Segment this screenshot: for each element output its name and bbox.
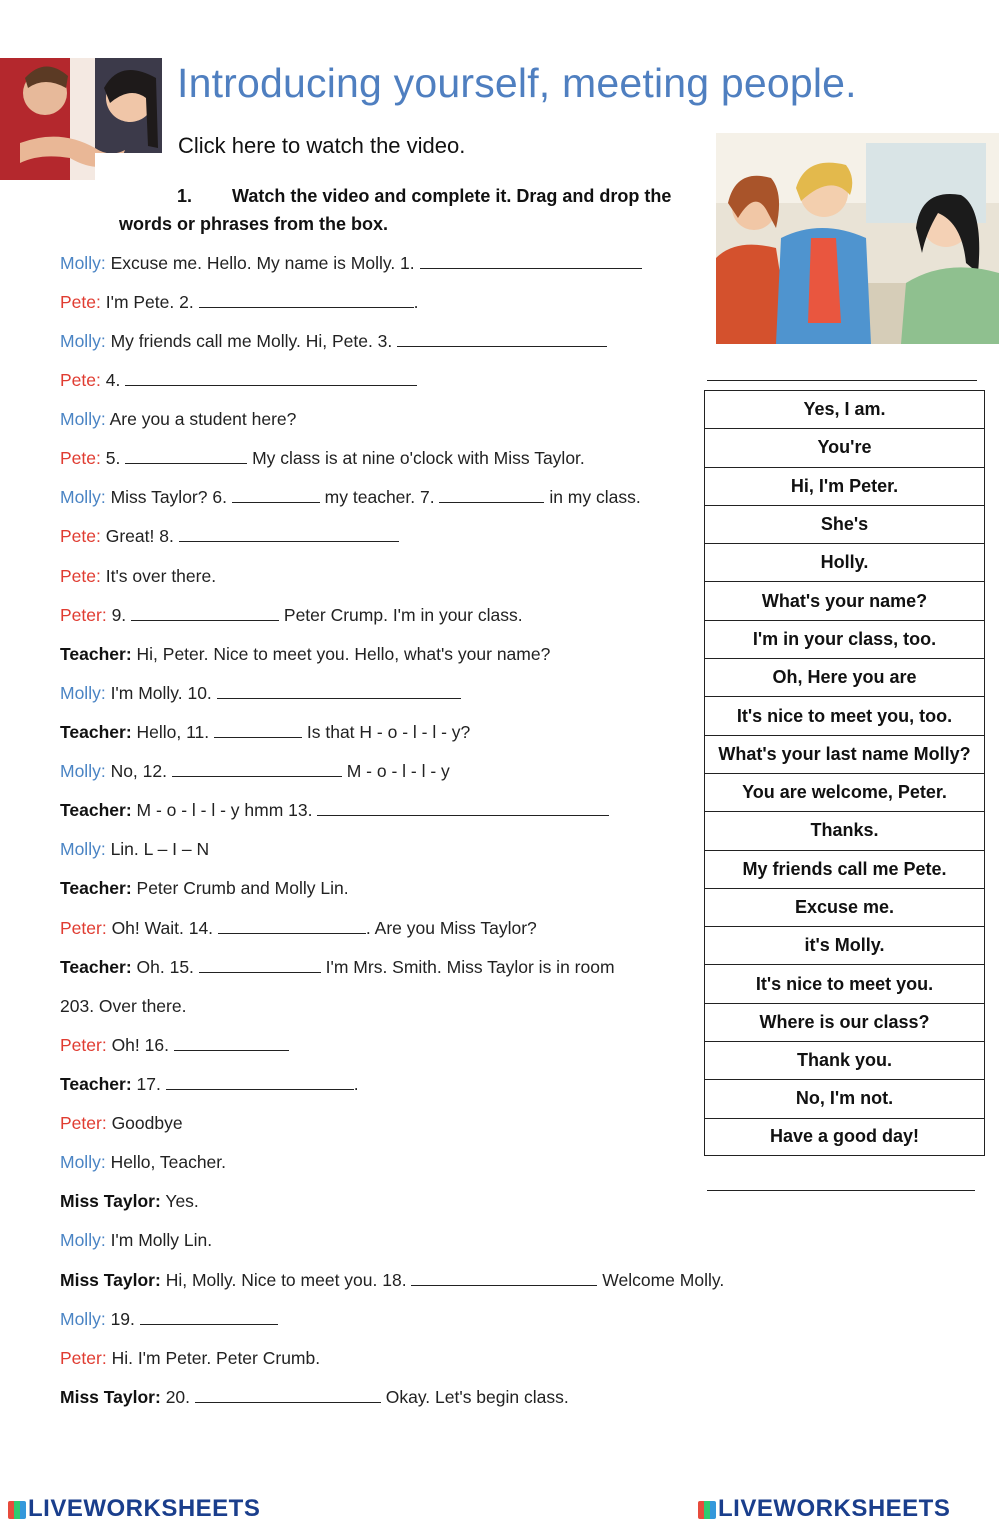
word-bank-item[interactable]: Holly. <box>704 543 985 581</box>
answer-blank-15[interactable] <box>199 957 321 973</box>
dialogue-line: Pete: 5. My class is at nine o'clock with Miss Taylor. <box>60 448 585 468</box>
handshake-illustration <box>0 58 162 180</box>
instruction-number: 1. <box>177 186 193 206</box>
answer-blank-16[interactable] <box>174 1035 289 1051</box>
dialogue-line: Peter: Oh! 16. <box>60 1035 289 1056</box>
word-bank-item[interactable]: What's your last name Molly? <box>704 735 985 773</box>
word-bank-item[interactable]: Excuse me. <box>704 888 985 926</box>
speaker: Pete: <box>60 526 101 546</box>
speaker: Miss Taylor: <box>60 1270 161 1290</box>
liveworksheets-logo-left[interactable]: LIVEWORKSHEETS <box>8 1495 260 1523</box>
speaker: Molly: <box>60 1309 106 1329</box>
dialogue-line: Teacher: Hi, Peter. Nice to meet you. Hello, what's your name? <box>60 644 551 664</box>
speaker: Teacher: <box>60 878 132 898</box>
dialogue-line: Molly: Are you a student here? <box>60 409 297 429</box>
speaker: Pete: <box>60 448 101 468</box>
speaker: Molly: <box>60 1230 106 1250</box>
dialogue-line: Miss Taylor: Yes. <box>60 1191 199 1211</box>
speaker: Peter: <box>60 1348 107 1368</box>
dialogue-line: Molly: Miss Taylor? 6. my teacher. 7. in my class. <box>60 487 641 507</box>
page-title: Introducing yourself, meeting people. <box>177 60 857 106</box>
word-bank-item[interactable]: it's Molly. <box>704 926 985 964</box>
word-bank-item[interactable]: I'm in your class, too. <box>704 620 985 658</box>
speaker: Teacher: <box>60 800 132 820</box>
word-bank-item[interactable]: You're <box>704 428 985 466</box>
liveworksheets-logo-right[interactable]: LIVEWORKSHEETS <box>698 1495 950 1523</box>
speaker: Teacher: <box>60 722 132 742</box>
dialogue-line: Peter: Hi. I'm Peter. Peter Crumb. <box>60 1348 321 1368</box>
answer-blank-10[interactable] <box>217 683 461 699</box>
answer-blank-8[interactable] <box>179 526 399 542</box>
speaker: Pete: <box>60 370 101 390</box>
answer-blank-11[interactable] <box>214 722 302 738</box>
word-bank-item[interactable]: No, I'm not. <box>704 1079 985 1117</box>
word-bank-item[interactable]: Hi, I'm Peter. <box>704 467 985 505</box>
dialogue-line: Molly: I'm Molly Lin. <box>60 1230 213 1250</box>
word-bank-item[interactable]: It's nice to meet you. <box>704 964 985 1002</box>
word-bank-item[interactable]: Have a good day! <box>704 1118 985 1156</box>
answer-blank-4[interactable] <box>125 370 417 386</box>
dialogue-line: Molly: Hello, Teacher. <box>60 1152 227 1172</box>
speaker: Miss Taylor: <box>60 1191 161 1211</box>
dialogue-line: Pete: I'm Pete. 2. . <box>60 292 419 312</box>
speaker: Peter: <box>60 605 107 625</box>
answer-blank-5[interactable] <box>125 448 247 464</box>
dialogue-line: Molly: I'm Molly. 10. <box>60 683 461 704</box>
speaker: Molly: <box>60 409 106 429</box>
speaker: Molly: <box>60 253 106 273</box>
word-bank-item[interactable]: It's nice to meet you, too. <box>704 696 985 734</box>
watch-video-link[interactable]: Click here to watch the video. <box>178 133 466 158</box>
dialogue-line: Molly: 19. <box>60 1309 278 1330</box>
word-bank-top-rule <box>707 380 977 381</box>
dialogue-line: Molly: Lin. L – I – N <box>60 839 210 859</box>
dialogue-line: Peter: 9. Peter Crump. I'm in your class. <box>60 605 523 625</box>
speaker: Molly: <box>60 761 106 781</box>
dialogue-line: Miss Taylor: Hi, Molly. Nice to meet you. 18. Welcome Molly. <box>60 1270 725 1290</box>
speaker: Peter: <box>60 1035 107 1055</box>
speaker: Pete: <box>60 566 101 586</box>
speaker: Peter: <box>60 1113 107 1133</box>
answer-blank-17[interactable] <box>166 1074 354 1090</box>
speaker: Teacher: <box>60 644 132 664</box>
speaker: Teacher: <box>60 1074 132 1094</box>
answer-blank-14[interactable] <box>218 918 366 934</box>
speaker: Molly: <box>60 839 106 859</box>
answer-blank-1[interactable] <box>420 253 642 269</box>
meeting-people-illustration <box>716 133 999 344</box>
answer-blank-18[interactable] <box>411 1270 597 1286</box>
answer-blank-7[interactable] <box>439 487 544 503</box>
speaker: Miss Taylor: <box>60 1387 161 1407</box>
dialogue-line: Molly: No, 12. M - o - l - l - y <box>60 761 450 781</box>
dialogue-line: Pete: It's over there. <box>60 566 217 586</box>
dialogue-line: Peter: Goodbye <box>60 1113 183 1133</box>
word-bank-item[interactable]: Thank you. <box>704 1041 985 1079</box>
dialogue-line: Molly: Excuse me. Hello. My name is Molly. 1. <box>60 253 642 274</box>
instruction <box>119 182 699 238</box>
speaker: Pete: <box>60 292 101 312</box>
answer-blank-19[interactable] <box>140 1309 278 1325</box>
speaker: Molly: <box>60 331 106 351</box>
dialogue-line: Pete: Great! 8. <box>60 526 399 547</box>
dialogue-line: Teacher: Hello, 11. Is that H - o - l - l - y? <box>60 722 471 742</box>
answer-blank-3[interactable] <box>397 331 607 347</box>
speaker: Peter: <box>60 918 107 938</box>
instruction-text: Watch the video and complete it. Drag and drop the words or phrases from the box. <box>119 186 672 234</box>
answer-blank-9[interactable] <box>131 605 279 621</box>
dialogue-line: Teacher: 17. . <box>60 1074 359 1094</box>
dialogue-line: Miss Taylor: 20. Okay. Let's begin class. <box>60 1387 569 1407</box>
word-bank-item[interactable]: What's your name? <box>704 581 985 619</box>
word-bank <box>704 390 985 1156</box>
answer-blank-12[interactable] <box>172 761 342 777</box>
speaker: Molly: <box>60 487 106 507</box>
dialogue-line: Teacher: M - o - l - l - y hmm 13. <box>60 800 609 821</box>
speaker: Teacher: <box>60 957 132 977</box>
word-bank-item[interactable]: My friends call me Pete. <box>704 850 985 888</box>
word-bank-item[interactable]: Where is our class? <box>704 1003 985 1041</box>
answer-blank-2[interactable] <box>199 292 414 308</box>
word-bank-item[interactable]: She's <box>704 505 985 543</box>
answer-blank-20[interactable] <box>195 1387 381 1403</box>
dialogue-line: Teacher: Peter Crumb and Molly Lin. <box>60 878 349 898</box>
speaker: Molly: <box>60 683 106 703</box>
dialogue-line: Molly: My friends call me Molly. Hi, Pete. 3. <box>60 331 607 352</box>
word-bank-item[interactable]: Thanks. <box>704 811 985 849</box>
dialogue-line: Peter: Oh! Wait. 14. . Are you Miss Taylor? <box>60 918 537 938</box>
word-bank-item[interactable]: You are welcome, Peter. <box>704 773 985 811</box>
dialogue-line: Pete: 4. <box>60 370 417 391</box>
dialogue-line: Teacher: Oh. 15. I'm Mrs. Smith. Miss Taylor is in room <box>60 957 615 977</box>
liveworksheets-icon <box>8 1501 26 1519</box>
speaker: Molly: <box>60 1152 106 1172</box>
word-bank-bottom-rule <box>707 1190 975 1191</box>
dialogue-line: 203. Over there. <box>60 996 187 1016</box>
word-bank-item[interactable]: Oh, Here you are <box>704 658 985 696</box>
answer-blank-13[interactable] <box>317 800 609 816</box>
answer-blank-6[interactable] <box>232 487 320 503</box>
liveworksheets-icon <box>698 1501 716 1519</box>
word-bank-item[interactable]: Yes, I am. <box>704 390 985 428</box>
